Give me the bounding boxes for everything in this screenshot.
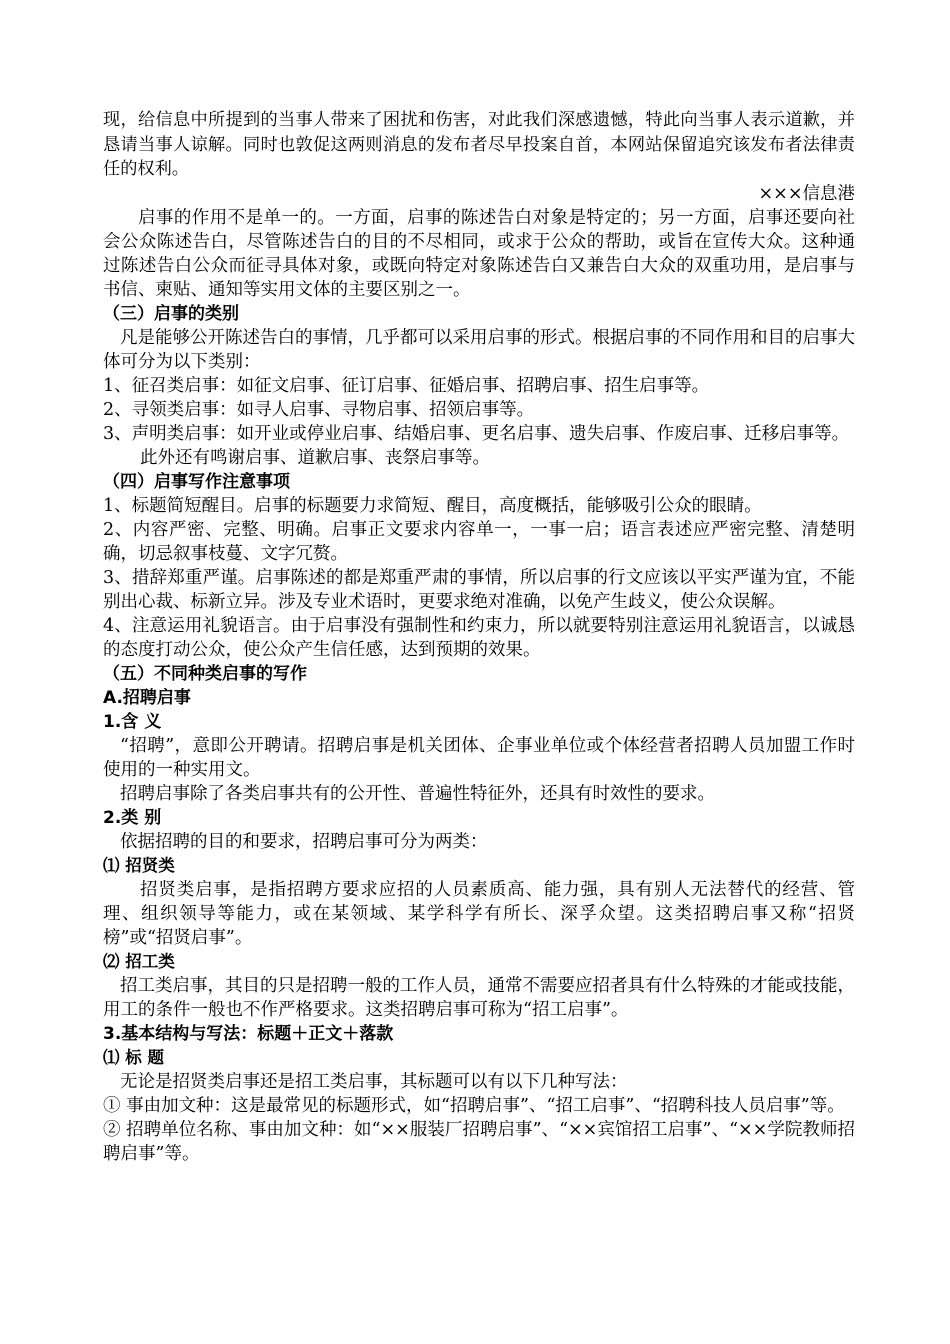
- title-item-2: ② 招聘单位名称、事由加文种：如“××服装厂招聘启事”、“××宾馆招工启事”、“××学院教师招聘启事”等。: [103, 1119, 855, 1164]
- type-intro: 依据招聘的目的和要求，招聘启事可分为两类：: [120, 831, 488, 852]
- section3-extra: 此外还有鸣谢启事、道歉启事、丧祭启事等。: [140, 447, 490, 468]
- section3-item-2: 2、寻领类启事：如寻人启事、寻物启事、招领启事等。: [103, 399, 535, 420]
- meaning-paragraph-2: 招聘启事除了各类启事共有的公开性、普遍性特征外，还具有时效性的要求。: [120, 783, 715, 804]
- subsection-heading-a: A.招聘启事: [103, 687, 191, 708]
- type2-paragraph: 招工类启事，其目的只是招聘一般的工作人员，通常不需要应招者具有什么特殊的才能或技能，用工的条件一般也不作严格要求。这类招聘启事可称为“招工启事”。: [103, 975, 855, 1020]
- notice-text: 现，给信息中所提到的当事人带来了困扰和伤害，对此我们深感遗憾，特此向当事人表示道歉，并恳请当事人谅解。同时也敦促这两则消息的发布者尽早投案自首，本网站保留追究该发布者法律责任的权利。: [103, 110, 855, 180]
- section4-item-4: 4、注意运用礼貌语言。由于启事没有强制性和约束力，所以就要特别注意运用礼貌语言，以诚恳的态度打动公众，使公众产生信任感，达到预期的效果。: [103, 615, 855, 660]
- section-heading-3: （三）启事的类别: [103, 303, 239, 324]
- section-heading-4: （四）启事写作注意事项: [103, 471, 290, 492]
- type1-paragraph: 招贤类启事，是指招聘方要求应招的人员素质高、能力强，具有别人无法替代的经营、管理、组织领导等能力，或在某领域、某学科学有所长、深孚众望。这类招聘启事又称“招贤榜”或“招贤启事”。: [103, 879, 855, 948]
- section3-item-1: 1、征召类启事：如征文启事、征订启事、征婚启事、招聘启事、招生启事等。: [103, 375, 710, 396]
- section3-intro: 凡是能够公开陈述告白的事情，几乎都可以采用启事的形式。根据启事的不同作用和目的启事大体可分为以下类别：: [103, 327, 855, 372]
- section4-item-3: 3、措辞郑重严谨。启事陈述的都是郑重严肃的事情，所以启事的行文应该以平实严谨为宜，不能别出心裁、标新立异。涉及专业术语时，更要求绝对准确，以免产生歧义，使公众误解。: [103, 567, 855, 612]
- type1-heading: ⑴ 招贤类: [103, 855, 175, 875]
- section3-item-3: 3、声明类启事：如开业或停业启事、结婚启事、更名启事、遗失启事、作废启事、迁移启事等。: [103, 423, 850, 444]
- structure-heading: 3.基本结构与写法：标题＋正文＋落款: [103, 1023, 394, 1044]
- paragraph-function: 启事的作用不是单一的。一方面，启事的陈述告白对象是特定的；另一方面，启事还要向社会公众陈述告白，尽管陈述告白的目的不尽相同，或求于公众的帮助，或旨在宣传大众。这种通过陈述告白公众而征寻具体对象，或既向特定对象陈述告白又兼告白大众的双重功用，是启事与书信、柬贴、通知等实用文体的主要区别之一。: [103, 207, 855, 300]
- title-heading: ⑴ 标 题: [103, 1047, 164, 1067]
- type2-heading: ⑵ 招工类: [103, 951, 175, 971]
- meaning-heading: 1.含 义: [103, 711, 162, 732]
- section-heading-5: （五）不同种类启事的写作: [103, 663, 307, 684]
- title-intro: 无论是招贤类启事还是招工类启事，其标题可以有以下几种写法：: [120, 1071, 628, 1092]
- section4-item-2: 2、内容严密、完整、明确。启事正文要求内容单一，一事一启；语言表述应严密完整、清楚明确，切忌叙事枝蔓、文字冗赘。: [103, 519, 855, 564]
- type-heading: 2.类 别: [103, 807, 162, 828]
- section4-item-1: 1、标题简短醒目。启事的标题要力求简短、醒目，高度概括，能够吸引公众的眼睛。: [103, 495, 762, 516]
- title-item-1: ① 事由加文种：这是最常见的标题形式，如“招聘启事”、“招工启事”、“招聘科技人员启事”等。: [103, 1095, 845, 1116]
- meaning-paragraph-1: “招聘”，意即公开聘请。招聘启事是机关团体、企事业单位或个体经营者招聘人员加盟工作时使用的一种实用文。: [103, 735, 855, 780]
- document-page: [103, 108, 855, 1166]
- notice-signature: ×××信息港: [758, 183, 855, 204]
